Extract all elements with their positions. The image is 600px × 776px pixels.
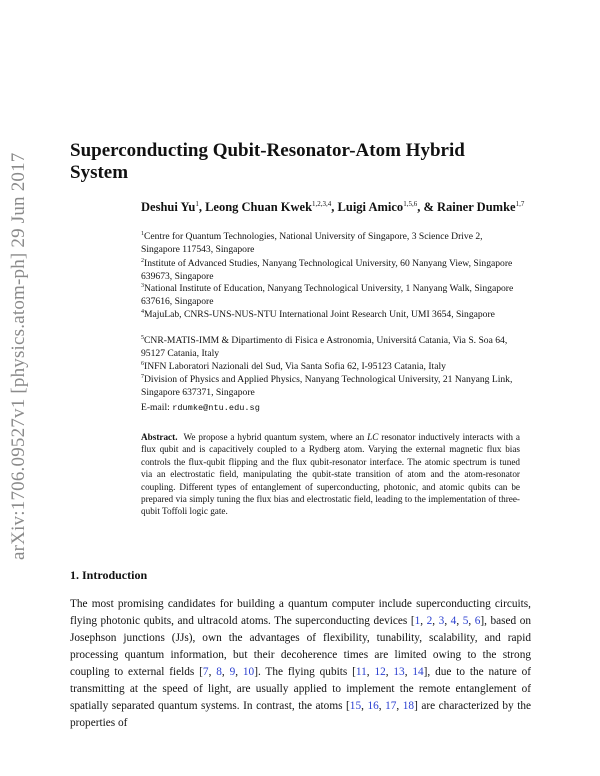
author-sep: , bbox=[198, 200, 206, 215]
citation-link[interactable]: 12 bbox=[374, 666, 386, 678]
intro-text: ]. The flying qubits [ bbox=[254, 666, 356, 678]
intro-text: The most promising candidates for building a quantum computer include superconducting circuits, flying photonic qubits, and ultracold atoms. The superconducting devices [ bbox=[70, 598, 531, 627]
intro-text: ] are characterized by the properties of bbox=[70, 700, 532, 729]
citation-separator: , bbox=[235, 666, 243, 678]
ref-group-2 bbox=[203, 666, 254, 678]
citation-separator: , bbox=[420, 615, 427, 627]
citation-separator: , bbox=[208, 666, 217, 678]
email-label: E-mail: bbox=[141, 402, 170, 413]
ref-group-3 bbox=[356, 666, 424, 678]
intro-text: ], due to the nature of transmitting at the speed of light, are usually applied to implement the remote entanglement of spatially separated quantum systems. In contrast, the atoms [ bbox=[70, 666, 531, 712]
intro-paragraph bbox=[70, 596, 531, 732]
affiliation bbox=[141, 228, 521, 256]
author-affil-mark: 1,2,3,4 bbox=[312, 200, 332, 208]
email-line bbox=[141, 402, 260, 413]
author-name: Deshui Yu bbox=[141, 200, 196, 215]
citation-link[interactable]: 6 bbox=[474, 615, 481, 627]
citation-link[interactable]: 18 bbox=[402, 700, 415, 712]
citation-separator: , bbox=[444, 615, 451, 627]
citation-separator: , bbox=[221, 666, 230, 678]
affiliation-mark: 1 bbox=[141, 231, 144, 237]
affiliation bbox=[141, 371, 521, 399]
affiliation-mark: 5 bbox=[141, 335, 144, 341]
citation-separator: , bbox=[468, 615, 475, 627]
affiliation bbox=[141, 280, 521, 308]
affiliation-text: Division of Physics and Applied Physics, Nanyang Technological University, 21 Nanyang Link, Singapore 637371, Singapore bbox=[141, 374, 513, 398]
citation-link[interactable]: 5 bbox=[462, 615, 469, 627]
citation-separator: , bbox=[385, 666, 394, 678]
affiliation-mark: 7 bbox=[141, 374, 144, 380]
citation-link[interactable]: 10 bbox=[242, 666, 255, 678]
affiliation-text: National Institute of Education, Nanyang Technological University, 1 Nanyang Walk, Singapore 637616, Singapore bbox=[141, 283, 514, 307]
author-list bbox=[141, 197, 531, 215]
email-address[interactable]: rdumke@ntu.edu.sg bbox=[172, 403, 260, 413]
abstract-lc: LC bbox=[367, 432, 379, 442]
citation-link[interactable]: 16 bbox=[367, 700, 379, 712]
arxiv-side-label: arXiv:1706.09527v1 [physics.atom-ph] 29 Jun 2017 bbox=[8, 152, 29, 560]
author-affil-mark: 1,7 bbox=[515, 200, 525, 208]
affiliation-text: Institute of Advanced Studies, Nanyang Technological University, 60 Nanyang View, Singapore 639673, Singapore bbox=[141, 258, 513, 282]
citation-separator: , bbox=[378, 700, 386, 712]
author-affil-mark: 1 bbox=[195, 200, 199, 208]
citation-separator: , bbox=[404, 666, 413, 678]
affiliation-mark: 4 bbox=[141, 309, 144, 315]
citation-link[interactable]: 1 bbox=[414, 615, 421, 627]
affiliation-mark: 2 bbox=[141, 258, 144, 264]
author-name: Rainer Dumke bbox=[436, 200, 516, 215]
section-heading: 1. Introduction bbox=[70, 568, 148, 582]
abstract-text: We propose a hybrid quantum system, where an bbox=[183, 432, 368, 442]
paper-title: Superconducting Qubit-Resonator-Atom Hybrid System bbox=[70, 140, 465, 183]
affiliation-mark: 6 bbox=[141, 361, 144, 367]
citation-separator: , bbox=[366, 666, 375, 678]
affiliation-text: MajuLab, CNRS-UNS-NUS-NTU International Joint Research Unit, UMI 3654, Singapore bbox=[144, 309, 495, 321]
affiliation-mark: 3 bbox=[141, 283, 144, 289]
abstract-text: resonator inductively interacts with a flux qubit and is capacitively coupled to a Rydberg atom. Varying the external magnetic flux bias controls the flux-qubit flipping and the flux qubit-resonator interface. The atomic spectrum is tuned via an electrostatic field, manipulating the qubit-state transition of atom and the atom-resonator coupling. Different types of entanglement of superconducting, photonic, and atomic qubits can be prepared via simply tuning the flux bias and electrostatic field, leading to the implementation of three-qubit Toffoli logic gate. bbox=[141, 432, 520, 517]
citation-separator: , bbox=[456, 615, 463, 627]
citation-link[interactable]: 17 bbox=[385, 700, 397, 712]
citation-separator: , bbox=[396, 700, 403, 712]
abstract bbox=[141, 431, 520, 518]
intro-text: ], based on Josephson junctions (JJs), own the advantages of flexibility, tunability, scalability, and rapid processing quantum information, but their decoherence times are limited owing to the strong coupling to external fields [ bbox=[70, 615, 532, 678]
citation-link[interactable]: 2 bbox=[426, 615, 433, 627]
abstract-label: Abstract. bbox=[141, 432, 178, 442]
affiliation bbox=[141, 306, 521, 322]
citation-separator: , bbox=[361, 700, 368, 712]
author-name: Luigi Amico bbox=[337, 200, 404, 215]
affiliation bbox=[141, 332, 521, 360]
affiliation-text: Centre for Quantum Technologies, National University of Singapore, 3 Science Drive 2, Singapore 117543, Singapore bbox=[141, 231, 483, 255]
affiliation-text: INFN Laboratori Nazionali del Sud, Via Santa Sofia 62, I-95123 Catania, Italy bbox=[144, 361, 446, 373]
author-affil-mark: 1,5,6 bbox=[403, 200, 418, 208]
author-sep: , bbox=[331, 200, 338, 215]
citation-link[interactable]: 8 bbox=[216, 666, 222, 678]
affiliation-text: CNR-MATIS-IMM & Dipartimento di Fisica e Astronomia, Universitá Catania, Via S. Soa 64, 95127 Catania, Italy bbox=[141, 335, 508, 359]
citation-link[interactable]: 11 bbox=[355, 666, 367, 678]
author-name: Leong Chuan Kwek bbox=[205, 200, 313, 215]
ref-group-4 bbox=[350, 700, 414, 712]
citation-link[interactable]: 13 bbox=[393, 666, 405, 678]
citation-link[interactable]: 3 bbox=[438, 615, 445, 627]
citation-separator: , bbox=[432, 615, 439, 627]
affiliation bbox=[141, 255, 521, 283]
author-sep: , & bbox=[417, 200, 437, 215]
citation-link[interactable]: 15 bbox=[349, 700, 362, 712]
citation-link[interactable]: 7 bbox=[202, 666, 209, 678]
ref-group-1 bbox=[415, 615, 481, 627]
citation-link[interactable]: 4 bbox=[450, 615, 457, 627]
citation-link[interactable]: 14 bbox=[412, 666, 424, 678]
citation-link[interactable]: 9 bbox=[229, 666, 236, 678]
